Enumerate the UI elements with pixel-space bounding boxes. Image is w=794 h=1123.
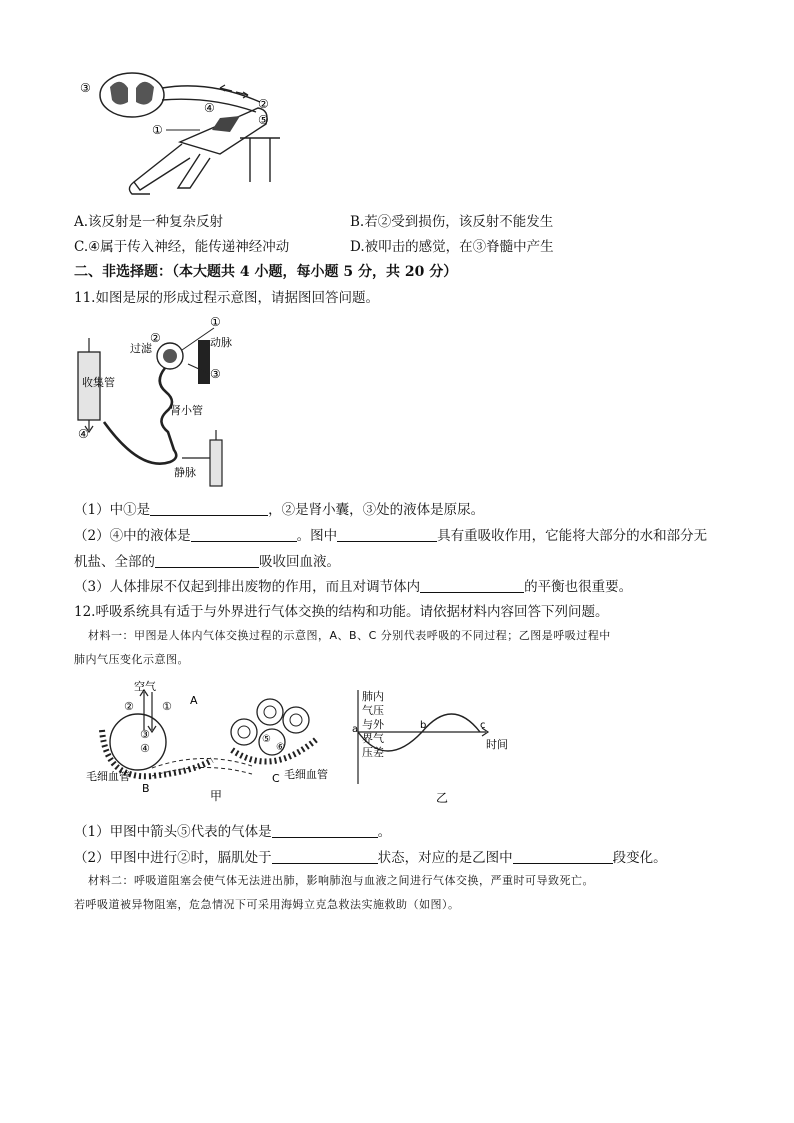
option-b: B.若②受到损伤，该反射不能发生 — [350, 214, 554, 230]
label-1: ① — [210, 315, 221, 329]
artery-label: 动脉 — [210, 336, 232, 349]
ylabel-line: 与外 — [362, 718, 384, 731]
lung-pressure-figure — [350, 686, 530, 806]
material2-line1: 材料二：呼吸道阻塞会使气体无法进出肺，影响肺泡与血液之间进行气体交换，严重时可导致死亡。 — [88, 874, 594, 887]
gas-exchange-figure — [82, 680, 342, 810]
q11-part1: （1）中①是 ，②是肾小囊，③处的液体是原尿。 — [74, 502, 485, 518]
answer-blank[interactable] — [337, 527, 437, 542]
q11-stem: 11.如图是尿的形成过程示意图，请据图回答问题。 — [74, 290, 379, 306]
label-4: ④ — [140, 742, 150, 755]
air-label: 空气 — [134, 680, 156, 693]
answer-blank[interactable] — [191, 527, 297, 542]
label-C: C — [272, 772, 280, 785]
answer-blank[interactable] — [272, 849, 378, 864]
label-2: ② — [124, 700, 134, 713]
collecting-duct-label: 收集管 — [82, 376, 115, 389]
q11-part3: （3）人体排尿不仅起到排出废物的作用，而且对调节体内 的平衡也很重要。 — [74, 579, 633, 595]
label-4: ④ — [204, 101, 215, 115]
section-heading: 二、非选择题：（本大题共 4 小题，每小题 5 分，共 20 分） — [74, 264, 458, 280]
label-A: A — [190, 694, 198, 707]
ylabel-line: 压差 — [362, 746, 384, 759]
figure-jia-caption: 甲 — [210, 789, 223, 803]
label-1: ① — [152, 123, 163, 137]
label-5: ⑤ — [258, 113, 269, 127]
option-c: C.④属于传入神经，能传递神经冲动 — [74, 239, 290, 255]
label-B: B — [142, 782, 150, 795]
vein-label: 静脉 — [174, 466, 196, 479]
q12-stem: 12.呼吸系统具有适于与外界进行气体交换的结构和功能。请依据材料内容回答下列问题。 — [74, 604, 609, 620]
q12-part2: （2）甲图中进行②时，膈肌处于 状态，对应的是乙图中 段变化。 — [74, 850, 667, 866]
urine-formation-figure — [70, 312, 240, 490]
answer-blank[interactable] — [272, 823, 378, 838]
option-d: D.被叩击的感觉，在③脊髓中产生 — [350, 239, 554, 255]
material1-line2: 肺内气压变化示意图。 — [74, 653, 189, 666]
renal-tubule-label: 肾小管 — [170, 404, 203, 417]
label-2: ② — [258, 97, 269, 111]
label-6: ⑥ — [276, 742, 285, 753]
ylabel-line: 界气 — [362, 732, 384, 745]
answer-blank[interactable] — [155, 553, 259, 568]
ylabel-line: 气压 — [362, 704, 384, 717]
answer-blank[interactable] — [420, 578, 524, 593]
point-b: b — [420, 720, 427, 731]
xlabel: 时间 — [486, 738, 508, 751]
answer-blank[interactable] — [513, 849, 613, 864]
ylabel-line: 肺内 — [362, 690, 384, 703]
capillary-left-label: 毛细血管 — [86, 770, 130, 783]
filtration-label: 过滤 — [130, 342, 152, 355]
material1-line1: 材料一：甲图是人体内气体交换过程的示意图，A、B、C 分别代表呼吸的不同过程；乙图是呼吸过程中 — [88, 629, 611, 642]
label-5: ⑤ — [262, 734, 271, 745]
point-a: a — [352, 724, 359, 735]
label-3: ③ — [140, 728, 150, 741]
material2-line2: 若呼吸道被异物阻塞，危急情况下可采用海姆立克急救法实施救助（如图）。 — [74, 898, 460, 911]
label-3: ③ — [210, 367, 221, 381]
answer-blank[interactable] — [150, 501, 268, 516]
label-4: ④ — [78, 427, 89, 441]
point-c: c — [480, 720, 486, 731]
figure-yi-caption: 乙 — [436, 791, 449, 805]
label-3: ③ — [80, 81, 91, 95]
q11-part2-cont: 机盐、全部的 吸收回血液。 — [74, 554, 340, 570]
label-1: ① — [162, 700, 172, 713]
capillary-right-label: 毛细血管 — [284, 768, 328, 781]
option-a: A.该反射是一种复杂反射 — [74, 214, 224, 230]
q12-part1: （1）甲图中箭头⑤代表的气体是 。 — [74, 824, 392, 840]
label-2: ② — [150, 331, 161, 345]
q11-part2: （2）④中的液体是 。图中 具有重吸收作用，它能将大部分的水和部分无 — [74, 528, 708, 544]
knee-jerk-reflex-figure — [70, 62, 290, 204]
